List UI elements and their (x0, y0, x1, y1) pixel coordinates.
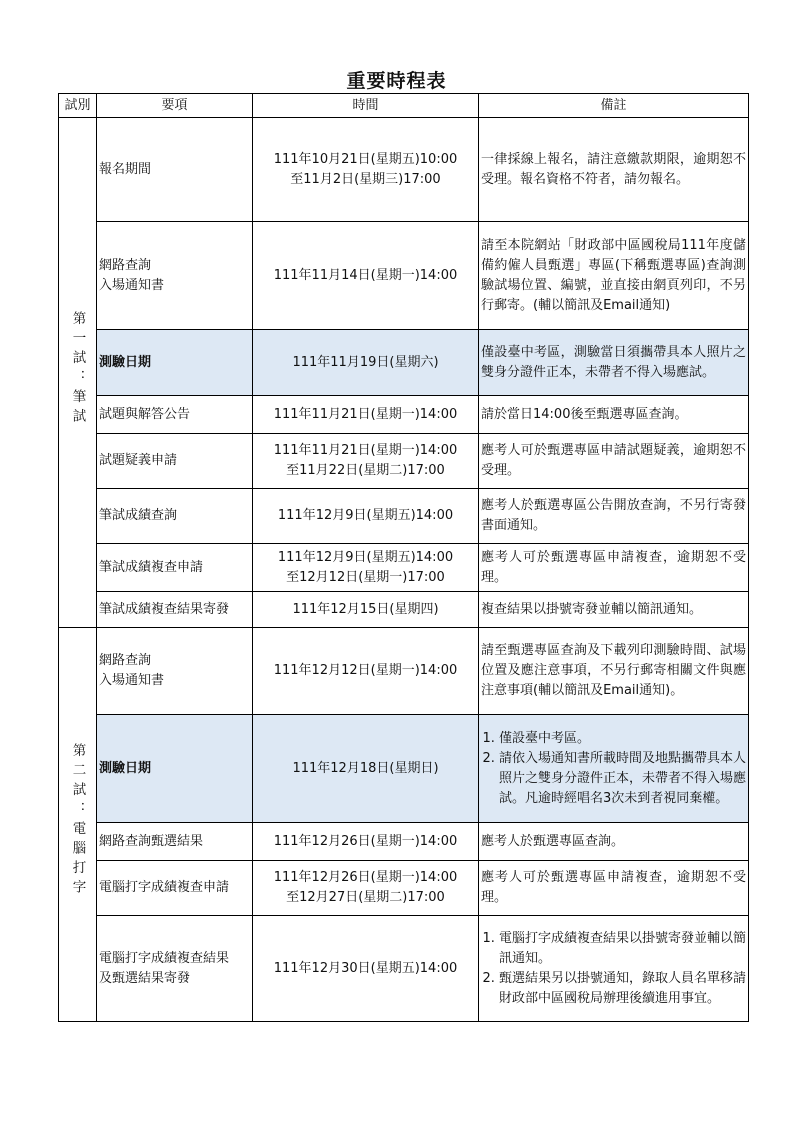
note-list-item: 1. 僅設臺中考區。 (499, 729, 746, 749)
time-cell (253, 823, 479, 861)
item-text: 筆試成績查詢 (99, 508, 178, 523)
item-text: 測驗日期 (99, 354, 152, 370)
time-text: 111年11月21日(星期一)14:00 (273, 443, 458, 458)
table-row (59, 544, 749, 592)
item-cell (97, 118, 253, 222)
schedule-table (58, 93, 749, 1022)
note-cell (479, 861, 749, 916)
note-cell (479, 592, 749, 628)
item-cell (97, 592, 253, 628)
time-text: 111年12月12日(星期一)14:00 (273, 663, 458, 678)
item-cell (97, 823, 253, 861)
item-cell (97, 544, 253, 592)
note-list (481, 729, 746, 809)
note-cell (479, 544, 749, 592)
period-cell (59, 118, 97, 628)
time-cell (253, 861, 479, 916)
note-text: 應考人於甄選專區公告開放查詢，不另行寄發書面通知。 (481, 498, 746, 533)
header-note: 備註 (479, 94, 749, 118)
table-row (59, 916, 749, 1022)
time-cell (253, 628, 479, 715)
table-row (59, 823, 749, 861)
header-time: 時間 (253, 94, 479, 118)
time-text: 111年12月18日(星期日) (292, 760, 439, 776)
item-cell (97, 628, 253, 715)
time-cell (253, 396, 479, 434)
item-text: 電腦打字成績複查結果 (99, 950, 230, 966)
item-text: 網路查詢 (99, 257, 152, 273)
time-cell (253, 592, 479, 628)
time-text: 111年10月21日(星期五)10:00 (273, 151, 458, 167)
note-cell (479, 628, 749, 715)
item-cell (97, 434, 253, 489)
time-cell (253, 222, 479, 330)
time-text: 至12月12日(星期一)17:00 (286, 569, 445, 585)
item-cell (97, 916, 253, 1022)
note-cell (479, 715, 749, 823)
item-text: 報名期間 (99, 161, 152, 177)
item-text: 入場通知書 (99, 277, 165, 293)
item-text: 試題疑義申請 (99, 453, 178, 468)
header-item: 要項 (97, 94, 253, 118)
note-text: 應考人可於甄選專區申請試題疑義，逾期恕不受理。 (481, 443, 746, 478)
note-list-item: 1. 電腦打字成績複查結果以掛號寄發並輔以簡訊通知。 (499, 929, 746, 969)
note-cell (479, 916, 749, 1022)
time-cell (253, 434, 479, 489)
note-cell (479, 823, 749, 861)
page-title: 重要時程表 (346, 70, 447, 92)
schedule-body (59, 118, 749, 1022)
note-text: 請至甄選專區查詢及下載列印測驗時間、試場位置及應注意事項，不另行郵寄相關文件與應注意事項(輔以簡訊及Email通知)。 (481, 643, 746, 698)
note-cell (479, 396, 749, 434)
time-text: 111年12月15日(星期四) (292, 601, 439, 617)
item-text: 入場通知書 (99, 673, 165, 688)
time-text: 111年12月26日(星期一)14:00 (273, 833, 458, 849)
time-cell (253, 715, 479, 823)
time-text: 111年11月21日(星期一)14:00 (273, 406, 458, 422)
table-row (59, 118, 749, 222)
note-cell (479, 222, 749, 330)
period-label: 第二試：電腦打字 (69, 743, 86, 899)
time-text: 111年12月9日(星期五)14:00 (277, 549, 454, 565)
note-list-item: 2. 甄選結果另以掛號通知，錄取人員名單移請財政部中區國稅局辦理後續進用事宜。 (499, 969, 746, 1009)
item-cell (97, 861, 253, 916)
time-cell (253, 544, 479, 592)
period-label: 第一試：筆試 (69, 310, 86, 428)
table-row (59, 592, 749, 628)
item-text: 測驗日期 (99, 760, 152, 776)
note-text: 請於當日14:00後至甄選專區查詢。 (481, 406, 688, 422)
note-text: 應考人可於甄選專區申請複查，逾期恕不受理。 (481, 870, 746, 905)
item-cell (97, 396, 253, 434)
table-row (59, 715, 749, 823)
item-text: 試題與解答公告 (99, 406, 191, 422)
note-cell (479, 434, 749, 489)
item-cell (97, 489, 253, 544)
header-row (59, 94, 749, 118)
note-list (481, 929, 746, 1009)
period-cell (59, 628, 97, 1022)
item-cell (97, 715, 253, 823)
time-text: 111年12月26日(星期一)14:00 (273, 870, 458, 885)
table-row (59, 330, 749, 396)
header-period: 試別 (59, 94, 97, 118)
time-cell (253, 330, 479, 396)
time-cell (253, 916, 479, 1022)
time-text: 至11月2日(星期三)17:00 (290, 171, 441, 187)
item-text: 電腦打字成績複查申請 (99, 880, 230, 895)
table-row (59, 489, 749, 544)
time-cell (253, 118, 479, 222)
table-row (59, 396, 749, 434)
time-text: 111年11月19日(星期六) (292, 354, 439, 370)
item-text: 筆試成績複查申請 (99, 559, 204, 575)
note-text: 僅設臺中考區，測驗當日須攜帶具本人照片之雙身分證件正本，未帶者不得入場應試。 (481, 344, 746, 380)
note-text: 複查結果以掛號寄發並輔以簡訊通知。 (481, 601, 703, 617)
note-text: 一律採線上報名，請注意繳款期限，逾期恕不受理。報名資格不符者，請勿報名。 (481, 151, 746, 187)
item-cell (97, 222, 253, 330)
note-text: 應考人可於甄選專區申請複查，逾期恕不受理。 (481, 549, 746, 585)
time-text: 至12月27日(星期二)17:00 (286, 890, 445, 905)
item-cell (97, 330, 253, 396)
note-list-item: 2. 請依入場通知書所載時間及地點攜帶具本人照片之雙身分證件正本，未帶者不得入場應試。凡逾時經唱名3次未到者視同棄權。 (499, 749, 746, 809)
note-text: 請至本院網站「財政部中區國稅局111年度儲備約僱人員甄選」專區(下稱甄選專區)查詢測驗試場位置、編號，並直接由網頁列印，不另行郵寄。(輔以簡訊及Email通知) (481, 237, 746, 313)
item-text: 筆試成績複查結果寄發 (99, 601, 230, 617)
item-text: 及甄選結果寄發 (99, 970, 191, 986)
table-row (59, 434, 749, 489)
note-text: 應考人於甄選專區查詢。 (481, 833, 625, 849)
note-cell (479, 118, 749, 222)
time-cell (253, 489, 479, 544)
note-cell (479, 489, 749, 544)
time-text: 111年12月30日(星期五)14:00 (273, 960, 458, 976)
table-row (59, 861, 749, 916)
table-row (59, 222, 749, 330)
time-text: 至11月22日(星期二)17:00 (286, 463, 445, 478)
item-text: 網路查詢 (99, 653, 152, 668)
note-cell (479, 330, 749, 396)
item-text: 網路查詢甄選結果 (99, 833, 204, 849)
time-text: 111年12月9日(星期五)14:00 (277, 508, 454, 523)
table-row (59, 628, 749, 715)
time-text: 111年11月14日(星期一)14:00 (273, 267, 458, 283)
